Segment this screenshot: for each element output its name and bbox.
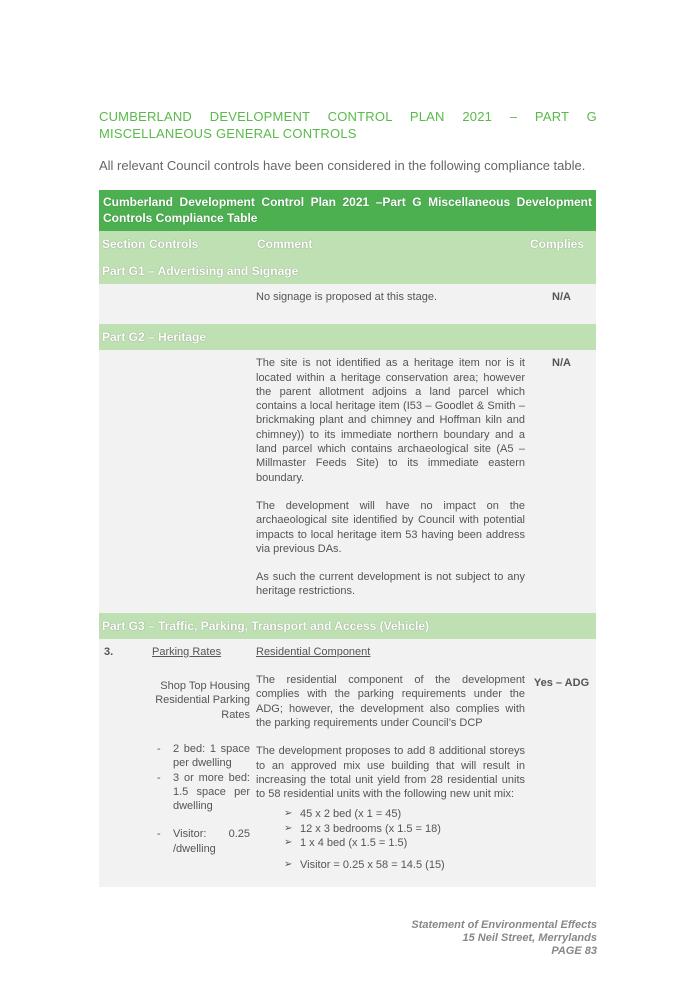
g1-complies: N/A — [527, 284, 596, 324]
g2-comment — [254, 350, 527, 612]
list-item: - 2 bed: 1 space per dwelling — [149, 742, 252, 771]
g3-comment-title: Residential Component — [256, 645, 371, 658]
table-row — [99, 284, 596, 324]
g3-section-number: 3. — [99, 639, 149, 887]
g2-paragraph: As such the current development is not subject to any heritage restrictions. — [256, 571, 525, 598]
table-title-row — [99, 190, 596, 231]
g3-comment — [254, 639, 527, 887]
part-g3-title: Part G3 – Traffic, Parking, Transport and Access (Vehicle) — [99, 613, 596, 639]
g3-comment-paragraph: The residential component of the development complies with the parking requirements under the ADG; however, the development also complies with the parking requirements under Council’s DCP — [256, 674, 525, 729]
g3-control-subtitle: Shop Top Housing Residential Parking Rates — [155, 680, 250, 721]
header-comment: Comment — [254, 231, 527, 258]
table-title: Cumberland Development Control Plan 2021 –Part G Miscellaneous Development Controls Compliance Table — [99, 190, 596, 231]
part-g3-row — [99, 613, 596, 639]
part-g2-row — [99, 324, 596, 350]
part-g1-row — [99, 258, 596, 284]
list-item: ➢ 45 x 2 bed (x 1 = 45) — [284, 807, 525, 821]
list-item: - 3 or more bed: 1.5 space per dwelling — [149, 771, 252, 814]
part-g1-title: Part G1 – Advertising and Signage — [99, 258, 596, 284]
footer-address: 15 Neil Street, Merrylands — [462, 932, 597, 944]
header-complies: Complies — [527, 231, 596, 258]
section-heading: CUMBERLAND DEVELOPMENT CONTROL PLAN 2021 – PART G MISCELLANEOUS GENERAL CONTROLS — [99, 109, 597, 141]
header-controls: Controls — [149, 231, 254, 258]
table-header-row — [99, 231, 596, 258]
page-footer — [411, 919, 597, 958]
part-g2-title: Part G2 – Heritage — [99, 324, 596, 350]
g3-controls — [149, 639, 254, 887]
list-item: ➢ 1 x 4 bed (x 1.5 = 1.5) — [284, 836, 525, 850]
page-number: PAGE 83 — [551, 945, 597, 957]
list-item: ➢ 12 x 3 bedrooms (x 1.5 = 18) — [284, 822, 525, 836]
g3-comment-paragraph: The development proposes to add 8 additional storeys to an approved mix use building that will result in increasing the total unit yield from 28 residential units to 58 residential units with the following new unit mix: — [256, 745, 525, 801]
intro-text: All relevant Council controls have been considered in the following compliance table. — [99, 158, 586, 173]
table-row — [99, 639, 596, 887]
g1-comment: No signage is proposed at this stage. — [254, 284, 527, 324]
g3-unit-mix — [256, 807, 525, 850]
list-item: ➢ Visitor = 0.25 x 58 = 14.5 (15) — [284, 858, 525, 872]
footer-title: Statement of Environmental Effects — [411, 919, 597, 931]
compliance-table — [99, 190, 596, 887]
g2-complies: N/A — [527, 350, 596, 612]
g2-paragraph: The development will have no impact on the archaeological site identified by Council with potential impacts to local heritage item 53 having been address via previous DAs. — [256, 499, 525, 555]
g2-paragraph: The site is not identified as a heritage item nor is it located within a heritage conservation area; however the parent allotment adjoins a land parcel which contains a local heritage item (I53 – Goodlet & Smith – brickmaking plant and chimney and Hoffman kiln and chimney)) to its immediate northern boundary and a land parcel which contains archaeological site (A5 – Millmaster Feeds Site) to its immediate eastern boundary. — [256, 357, 525, 484]
header-section: Section — [99, 231, 149, 258]
table-row — [99, 350, 596, 612]
list-item: - Visitor: 0.25 /dwelling — [149, 827, 252, 856]
g3-rate-list — [149, 742, 252, 856]
g3-control-title: Parking Rates — [152, 645, 222, 658]
g3-complies: Yes – ADG — [527, 639, 596, 887]
g3-visitor — [256, 858, 525, 872]
